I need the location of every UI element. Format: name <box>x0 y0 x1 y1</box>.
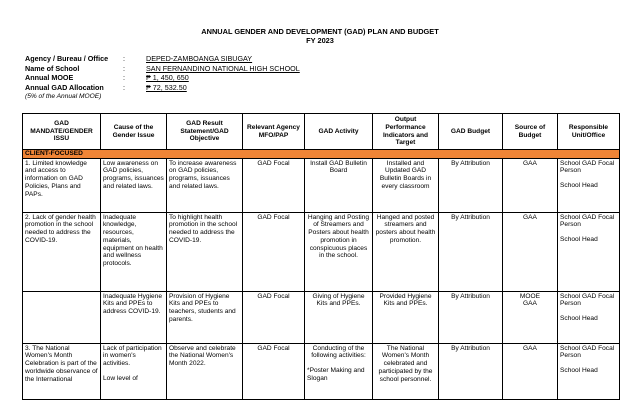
cell-cause: Inadequate knowledge, resources, materials, equipment on health and wellness protocols. <box>101 213 167 292</box>
cell-mfo: GAD Focal <box>243 159 305 213</box>
cause-line: Lack of participation in women's activities. <box>103 344 162 368</box>
cell-objective: Provision of Hygiene Kits and PPEs to teachers, students and parents. <box>167 292 243 344</box>
school-label: Name of School <box>25 63 80 73</box>
unit-school-head: School Head <box>560 236 598 244</box>
cell-unit <box>558 213 620 292</box>
unit-school-head: School Head <box>560 182 598 190</box>
cell-mandate: 3. The National Women's Month Celebration is part of the worldwide observance of the International <box>23 344 101 400</box>
cell-source: GAA <box>503 159 558 213</box>
cell-mandate <box>23 292 101 344</box>
cell-activity: Install GAD Bulletin Board <box>305 159 373 213</box>
colon: : <box>123 73 125 82</box>
table-row <box>23 213 620 292</box>
header-output: Output Performance Indicators and Target <box>373 114 439 150</box>
allocation-note: (5% of the Annual MOOE) <box>25 93 102 100</box>
mooe-label: Annual MOOE <box>25 73 74 82</box>
section-row <box>23 150 620 159</box>
cell-activity: Giving of Hygiene Kits and PPEs. <box>305 292 373 344</box>
gad-allocation-label: Annual GAD Allocation <box>25 82 104 92</box>
header-mfo: Relevant Agency MFO/PAP <box>243 114 305 150</box>
table-row <box>23 159 620 213</box>
cell-mandate: 1. Limited knowledge and access to information on GAD Policies, Plans and PAPs. <box>23 159 101 213</box>
cell-budget: By Attribution <box>439 344 503 400</box>
table-row <box>23 292 620 344</box>
unit-focal-person: School GAD Focal Person <box>560 292 615 308</box>
cell-cause: Inadequate Hygiene Kits and PPEs to address COVID-19. <box>101 292 167 344</box>
cell-budget: By Attribution <box>439 213 503 292</box>
unit-school-head: School Head <box>560 315 598 323</box>
cell-mandate: 2. Lack of gender health promotion in the school needed to address the COVID-19. <box>23 213 101 292</box>
colon: : <box>123 63 125 73</box>
source-mooe: MOOE <box>519 292 541 300</box>
header-cause: Cause of the Gender Issue <box>101 114 167 150</box>
header-budget: GAD Budget <box>439 114 503 150</box>
header-mandate: GAD MANDATE/GENDER ISSU <box>23 114 101 150</box>
colon: : <box>123 82 125 92</box>
cell-source: GAA <box>503 213 558 292</box>
cell-cause: Low awareness on GAD policies, programs, issuances and related laws. <box>101 159 167 213</box>
unit-focal-person: School GAD Focal Person <box>560 344 615 360</box>
cell-objective: To highlight health promotion in the school needed to address the COVID-19. <box>167 213 243 292</box>
cell-unit <box>558 159 620 213</box>
cell-objective: Observe and celebrate the National Women's Month 2022. <box>167 344 243 400</box>
cell-output: Hanged and posted streamers and posters about health promotion. <box>373 213 439 292</box>
cell-activity: Hanging and Posting of Streamers and Posters about health promotion in conspicuous places in the school. <box>305 213 373 292</box>
cell-output: Installed and Updated GAD Bulletin Boards in every classroom <box>373 159 439 213</box>
cell-unit <box>558 292 620 344</box>
header-source: Source of Budget <box>503 114 558 150</box>
cell-budget: By Attribution <box>439 292 503 344</box>
unit-focal-person: School GAD Focal Person <box>560 213 615 229</box>
cell-mfo: GAD Focal <box>243 292 305 344</box>
unit-focal-person: School GAD Focal Person <box>560 159 615 175</box>
header-unit: Responsible Unit/Office <box>558 114 620 150</box>
cell-source <box>503 292 558 344</box>
cell-budget: By Attribution <box>439 159 503 213</box>
unit-school-head: School Head <box>560 367 598 375</box>
section-label: CLIENT-FOCUSED <box>23 150 620 159</box>
gad-plan-table <box>22 113 620 400</box>
cell-mfo: GAD Focal <box>243 213 305 292</box>
table-header-row <box>23 114 620 150</box>
document-title: ANNUAL GENDER AND DEVELOPMENT (GAD) PLAN AND BUDGET <box>201 27 439 36</box>
cell-output: The National Women's Month celebrated and participated by the school personnel. <box>373 344 439 400</box>
activity-line: *Poster Making and Slogan <box>307 367 365 382</box>
cell-mfo: GAD Focal <box>243 344 305 400</box>
cause-line: Low level of <box>103 374 138 382</box>
colon: : <box>123 54 125 63</box>
cell-activity <box>305 344 373 400</box>
cell-output: Provided Hygiene Kits and PPEs. <box>373 292 439 344</box>
table-row <box>23 344 620 400</box>
header-objective: GAD Result Statement/GAD Objective <box>167 114 243 150</box>
cell-cause <box>101 344 167 400</box>
school-value: SAN FERNANDINO NATIONAL HIGH SCHOOL <box>146 63 300 73</box>
cell-source: GAA <box>503 344 558 400</box>
source-gaa: GAA <box>523 300 537 308</box>
fiscal-year: FY 2023 <box>306 36 334 45</box>
gad-allocation-value: ₱ 72, 532.50 <box>146 82 187 92</box>
mooe-value: ₱ 1, 450, 650 <box>146 73 189 82</box>
cell-objective: To increase awareness on GAD policies, programs, issuances and related laws. <box>167 159 243 213</box>
activity-line: Conducting of the following activities: <box>311 344 366 360</box>
agency-value: DEPED-ZAMBOANGA SIBUGAY <box>146 54 253 63</box>
header-activity: GAD Activity <box>305 114 373 150</box>
agency-label: Agency / Bureau / Office <box>25 54 109 63</box>
cell-unit <box>558 344 620 400</box>
